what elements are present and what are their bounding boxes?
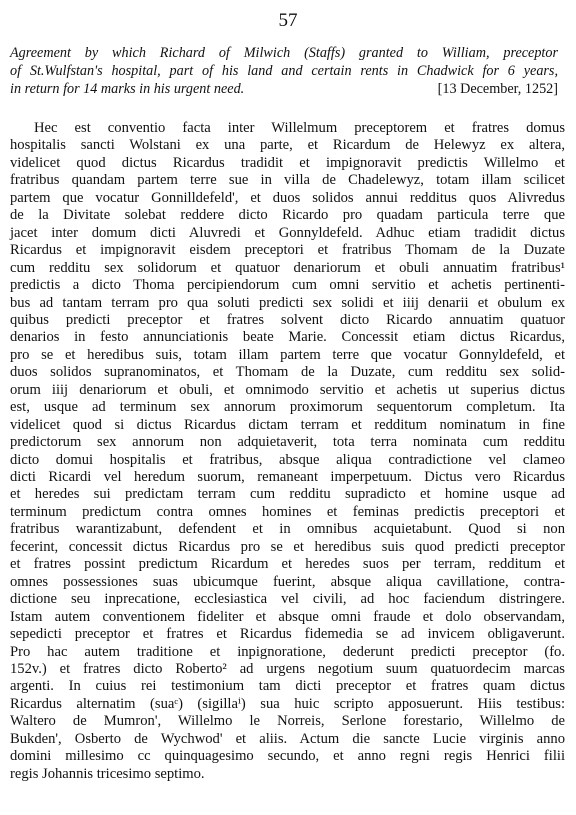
text-line: fratribus warantizabunt, defendent et in omnibus acquietabunt. Quod si non bbox=[10, 521, 565, 538]
text-line: domini millesimo cc quinquagesimo secundo, et anno regni regis Henrici filii bbox=[10, 748, 565, 765]
text-line: fratribus quandam partem terre sue in villa de Chadelewyz, totam illam scilicet bbox=[10, 172, 565, 189]
text-line: dicti Ricardi vel heredum suorum, remaneant imperpetuum. Dictus vero Ricardus bbox=[10, 469, 565, 485]
text-line: de la Divitate solebat reddere dicto Ricardo pro quadam particula terre que bbox=[10, 207, 565, 224]
text-line: duos solidos supranominatos, et Thomam de la Duzate, cum redditu sex solid- bbox=[10, 364, 565, 381]
heading-line: Agreement by which Richard of Milwich (Staffs) granted to William, preceptor bbox=[10, 45, 558, 61]
text-line: Hec est conventio facta inter Willelmum preceptorem et fratres domus bbox=[34, 120, 565, 136]
text-line: fecerint, concessit dictus Ricardus pro se et heredibus suis quod predicti preceptor bbox=[10, 538, 565, 555]
text-line: terminum predictum contra omnes homines et feminas predictis preceptori et bbox=[10, 503, 565, 520]
heading-line: in return for 14 marks in his urgent need. bbox=[10, 81, 245, 97]
text-line: 152v.) et fratres dicto Roberto² ad urgens negotium suum quatuordecim marcas bbox=[10, 660, 565, 677]
text-line: Ricardus alternatim (suaᶜ) (sigillaⁱ) sua huic scripto apposuerunt. Hiis testibus: bbox=[10, 695, 565, 712]
text-line: dicto domui hospitalis et fratribus, absque aliqua contradictione vel clameo bbox=[10, 451, 565, 468]
text-line: denarios in festo annunciationis beate Marie. Concessit etiam dictus Ricardus, bbox=[10, 329, 565, 346]
text-line: sepedicti preceptor et fratres et Ricardus fidemedia se ad invicem obligaverunt. bbox=[10, 626, 565, 643]
text-line: Waltero de Mumron', Willelmo le Norreis, Serlone forestario, Willelmo de bbox=[10, 713, 565, 730]
text-line: et heredes sui predictam terram cum redditu supradicto et homine usque ad bbox=[10, 486, 565, 503]
text-line: dictione seu inprecatione, ecclesiastica vel civili, ad hoc faciendum distringere. bbox=[10, 591, 565, 608]
text-line: est, usque ad terminum sex annorum proximorum sequentorum completum. Ita bbox=[10, 399, 565, 416]
text-line: partem que vocatur Gonnilldefeld', et duos solidos annui redditus quos Alivredus bbox=[10, 189, 565, 206]
text-line: omnes possessiones suas ubicumque fuerint, absque aliqua cavillatione, contra- bbox=[10, 573, 565, 590]
text-line: Pro hac autem traditione et inpignoratione, dederunt predicti preceptor (fo. bbox=[10, 643, 565, 660]
text-line: et fratres possint predictum Ricardum et heredes suos per terram, redditum et bbox=[10, 556, 565, 573]
heading-line: of St.Wulfstan's hospital, part of his land and certain rents in Chadwick for 6 years, bbox=[10, 63, 558, 79]
text-line: hospitalis sancti Wolstani ex una parte, et Ricardum de Helewyz ex altera, bbox=[10, 137, 565, 154]
text-line: predictorum sex annorum non adquietaverit, tota terra nominata cum redditu bbox=[10, 434, 565, 451]
heading-date: [13 December, 1252] bbox=[437, 81, 558, 97]
text-line: videlicet quod dictus Ricardus tradidit et impignoravit predictis Willelmo et bbox=[10, 154, 565, 171]
text-line: predictis a dicto Thoma percipiendorum cum omni servitio et achetis pertinenti- bbox=[10, 277, 565, 294]
page-number: 57 bbox=[278, 10, 298, 31]
text-line: pro se et heredibus suis, totam illam partem terre que vocatur Gonnyldefeld, et bbox=[10, 346, 565, 363]
text-line: orum iiij denariorum et obuli, et omnimodo servitio et achetis ut superius dictus bbox=[10, 381, 565, 398]
text-line: jacet inter domum dicti Aluvredi et Gonnyldefeld. Adhuc etiam tradidit dictus bbox=[10, 224, 565, 241]
text-line: regis Johannis tricesimo septimo. bbox=[10, 765, 205, 782]
text-line: argenti. In cuius rei testimonium tam dicti preceptor et fratres quam dictus bbox=[10, 678, 565, 695]
text-line: videlicet quod si dictus Ricardus dictam terram et redditum nominatum in fine bbox=[10, 416, 565, 433]
text-line: cum redditu sex solidorum et quatuor denariorum et obuli annuatim fratribus¹ bbox=[10, 259, 565, 276]
text-line: Ricardus et impignoravit eisdem preceptori et fratribus Thomam de la Duzate bbox=[10, 242, 565, 259]
text-line: quibus predicti preceptor et fratres solvent dicto Ricardo annuatim quatuor bbox=[10, 311, 565, 328]
text-line: Bukden', Osberto de Wychwod' et aliis. Actum die sancte Lucie virginis anno bbox=[10, 730, 565, 747]
text-line: Istam autem conventionem fideliter et absque omni fraude et dolo observandam, bbox=[10, 608, 565, 625]
text-line: bus ad tantam terram pro qua soluti predicti sex solidi et iiij denarii et obulum ex bbox=[10, 294, 565, 311]
